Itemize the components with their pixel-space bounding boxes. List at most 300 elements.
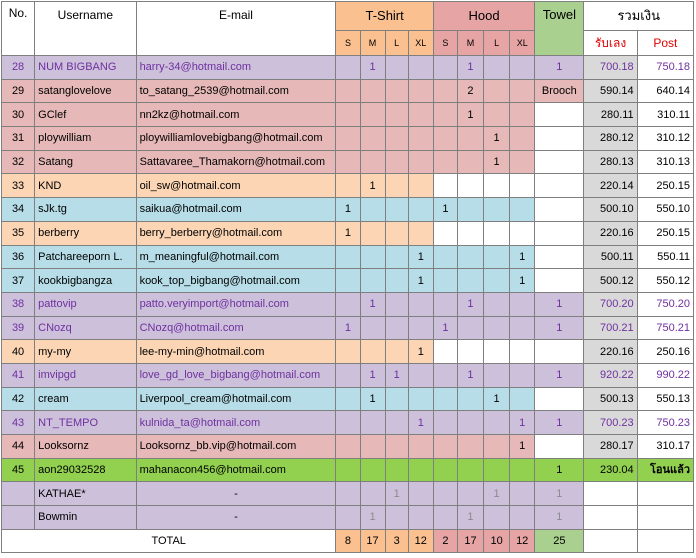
row-towel: Brooch xyxy=(535,79,584,103)
row-no: 35 xyxy=(2,221,35,245)
row-tshirt-qty xyxy=(336,269,360,293)
row-post: 250.15 xyxy=(637,221,693,245)
row-towel xyxy=(535,340,584,364)
row-hood-qty xyxy=(510,316,535,340)
total-tshirt-m: 17 xyxy=(360,529,385,553)
row-hood-qty xyxy=(433,506,457,530)
row-tshirt-qty xyxy=(336,363,360,387)
row-towel xyxy=(535,245,584,269)
row-hood-qty xyxy=(433,150,457,174)
row-received: 590.14 xyxy=(584,79,637,103)
row-username: aon29032528 xyxy=(35,458,136,482)
row-tshirt-qty xyxy=(336,103,360,127)
total-received xyxy=(584,529,637,553)
row-no: 34 xyxy=(2,198,35,222)
row-tshirt-qty xyxy=(408,56,433,80)
row-hood-qty xyxy=(433,340,457,364)
row-email: - xyxy=(136,506,336,530)
row-hood-qty xyxy=(510,482,535,506)
row-received: 220.16 xyxy=(584,221,637,245)
table-row xyxy=(2,245,694,269)
tshirt-size-xl: XL xyxy=(408,31,433,56)
row-tshirt-qty xyxy=(336,482,360,506)
table-row xyxy=(2,363,694,387)
row-received: 500.10 xyxy=(584,198,637,222)
row-username: ploywilliam xyxy=(35,127,136,151)
row-tshirt-qty: 1 xyxy=(336,316,360,340)
row-tshirt-qty xyxy=(385,198,408,222)
total-hood-m: 17 xyxy=(457,529,483,553)
row-tshirt-qty xyxy=(385,435,408,459)
row-towel: 1 xyxy=(535,316,584,340)
row-hood-qty xyxy=(484,411,510,435)
row-hood-qty xyxy=(510,103,535,127)
row-email: berry_berberry@hotmail.com xyxy=(136,221,336,245)
row-received: 700.20 xyxy=(584,292,637,316)
row-hood-qty xyxy=(457,482,483,506)
row-tshirt-qty: 1 xyxy=(408,269,433,293)
row-towel: 1 xyxy=(535,363,584,387)
row-tshirt-qty xyxy=(360,245,385,269)
row-tshirt-qty xyxy=(360,221,385,245)
row-tshirt-qty xyxy=(408,198,433,222)
row-hood-qty xyxy=(433,387,457,411)
row-email: Sattavaree_Thamakorn@hotmail.com xyxy=(136,150,336,174)
row-tshirt-qty xyxy=(408,103,433,127)
row-no: 30 xyxy=(2,103,35,127)
row-hood-qty xyxy=(484,316,510,340)
row-email: mahanacon456@hotmail.com xyxy=(136,458,336,482)
tshirt-size-m: M xyxy=(360,31,385,56)
row-username: kookbigbangza xyxy=(35,269,136,293)
row-received: 500.11 xyxy=(584,245,637,269)
row-post: 750.18 xyxy=(637,56,693,80)
row-tshirt-qty xyxy=(360,316,385,340)
row-hood-qty xyxy=(433,482,457,506)
row-username: GClef xyxy=(35,103,136,127)
table-row xyxy=(2,482,694,506)
row-username: NUM BIGBANG xyxy=(35,56,136,80)
row-tshirt-qty xyxy=(360,198,385,222)
row-received: 500.13 xyxy=(584,387,637,411)
row-hood-qty xyxy=(510,150,535,174)
row-no: 37 xyxy=(2,269,35,293)
row-hood-qty xyxy=(457,435,483,459)
table-row xyxy=(2,269,694,293)
row-email: lee-my-min@hotmail.com xyxy=(136,340,336,364)
row-received: 220.16 xyxy=(584,340,637,364)
table-body xyxy=(2,56,694,530)
row-tshirt-qty xyxy=(385,269,408,293)
row-tshirt-qty: 1 xyxy=(408,411,433,435)
row-email: - xyxy=(136,482,336,506)
row-hood-qty: 1 xyxy=(433,316,457,340)
row-tshirt-qty xyxy=(385,221,408,245)
tshirt-size-s: S xyxy=(336,31,360,56)
row-no: 41 xyxy=(2,363,35,387)
row-tshirt-qty xyxy=(385,458,408,482)
row-no xyxy=(2,482,35,506)
row-post: 550.12 xyxy=(637,269,693,293)
row-towel: 1 xyxy=(535,458,584,482)
row-post: 550.10 xyxy=(637,198,693,222)
row-hood-qty xyxy=(484,340,510,364)
orders-table xyxy=(1,1,694,553)
row-received: 700.18 xyxy=(584,56,637,80)
row-email: ploywilliamlovebigbang@hotmail.com xyxy=(136,127,336,151)
col-towel-header: Towel xyxy=(535,2,584,56)
row-towel xyxy=(535,174,584,198)
row-towel xyxy=(535,150,584,174)
row-hood-qty: 1 xyxy=(457,292,483,316)
row-tshirt-qty xyxy=(336,458,360,482)
col-post-header: Post xyxy=(637,31,693,56)
row-tshirt-qty: 1 xyxy=(360,387,385,411)
row-tshirt-qty xyxy=(408,292,433,316)
row-tshirt-qty xyxy=(408,174,433,198)
row-hood-qty xyxy=(510,363,535,387)
row-tshirt-qty: 1 xyxy=(360,506,385,530)
hood-size-l: L xyxy=(484,31,510,56)
table-row xyxy=(2,411,694,435)
row-email: m_meaningful@hotmail.com xyxy=(136,245,336,269)
row-hood-qty xyxy=(484,56,510,80)
row-tshirt-qty xyxy=(336,127,360,151)
row-tshirt-qty xyxy=(385,245,408,269)
row-username: Looksornz xyxy=(35,435,136,459)
row-towel: 1 xyxy=(535,292,584,316)
row-tshirt-qty xyxy=(336,387,360,411)
row-hood-qty xyxy=(510,127,535,151)
row-username: KND xyxy=(35,174,136,198)
row-tshirt-qty xyxy=(408,506,433,530)
row-tshirt-qty xyxy=(408,150,433,174)
row-username: NT_TEMPO xyxy=(35,411,136,435)
row-tshirt-qty xyxy=(408,79,433,103)
row-hood-qty: 1 xyxy=(484,387,510,411)
col-received-header: รับเลง xyxy=(584,31,637,56)
row-tshirt-qty xyxy=(385,506,408,530)
total-tshirt-s: 8 xyxy=(336,529,360,553)
row-tshirt-qty xyxy=(385,316,408,340)
row-hood-qty xyxy=(457,127,483,151)
row-hood-qty xyxy=(457,340,483,364)
row-tshirt-qty xyxy=(336,292,360,316)
row-tshirt-qty xyxy=(408,458,433,482)
row-hood-qty: 1 xyxy=(510,435,535,459)
hood-size-m: M xyxy=(457,31,483,56)
row-no: 38 xyxy=(2,292,35,316)
row-hood-qty: 1 xyxy=(510,269,535,293)
table-row xyxy=(2,506,694,530)
row-tshirt-qty xyxy=(336,150,360,174)
row-hood-qty xyxy=(433,411,457,435)
col-tshirt-header: T-Shirt xyxy=(336,2,433,31)
total-hood-xl: 12 xyxy=(510,529,535,553)
row-tshirt-qty: 1 xyxy=(408,245,433,269)
row-email: kulnida_ta@hotmail.com xyxy=(136,411,336,435)
row-hood-qty: 1 xyxy=(484,482,510,506)
table-row xyxy=(2,150,694,174)
row-no: 44 xyxy=(2,435,35,459)
row-tshirt-qty xyxy=(385,340,408,364)
row-hood-qty xyxy=(457,316,483,340)
row-towel: 1 xyxy=(535,56,584,80)
row-hood-qty xyxy=(433,245,457,269)
table-row xyxy=(2,387,694,411)
row-towel: 1 xyxy=(535,506,584,530)
row-hood-qty xyxy=(433,292,457,316)
row-hood-qty xyxy=(433,269,457,293)
col-no-header: No. xyxy=(2,2,35,56)
row-no: 28 xyxy=(2,56,35,80)
row-email: CNozq@hotmail.com xyxy=(136,316,336,340)
row-received: 280.12 xyxy=(584,127,637,151)
row-hood-qty xyxy=(484,221,510,245)
row-username: berberry xyxy=(35,221,136,245)
row-hood-qty: 1 xyxy=(484,150,510,174)
tshirt-size-l: L xyxy=(385,31,408,56)
row-hood-qty xyxy=(484,292,510,316)
row-no: 42 xyxy=(2,387,35,411)
row-received xyxy=(584,482,637,506)
row-received: 280.17 xyxy=(584,435,637,459)
row-post: 310.11 xyxy=(637,103,693,127)
row-tshirt-qty xyxy=(336,340,360,364)
row-tshirt-qty xyxy=(385,56,408,80)
row-hood-qty: 1 xyxy=(457,56,483,80)
row-post: 550.11 xyxy=(637,245,693,269)
row-tshirt-qty xyxy=(360,340,385,364)
row-hood-qty xyxy=(510,292,535,316)
row-hood-qty: 1 xyxy=(484,127,510,151)
row-hood-qty xyxy=(484,174,510,198)
row-hood-qty xyxy=(457,150,483,174)
hood-size-s: S xyxy=(433,31,457,56)
row-tshirt-qty xyxy=(385,150,408,174)
row-post: 750.21 xyxy=(637,316,693,340)
row-username: pattovip xyxy=(35,292,136,316)
row-post: 310.12 xyxy=(637,127,693,151)
total-tshirt-xl: 12 xyxy=(408,529,433,553)
row-hood-qty xyxy=(433,103,457,127)
col-total-money-header: รวมเงิน xyxy=(584,2,694,31)
row-no: 29 xyxy=(2,79,35,103)
row-email: Looksornz_bb.vip@hotmail.com xyxy=(136,435,336,459)
row-hood-qty xyxy=(433,56,457,80)
row-email: patto.veryimport@hotmail.com xyxy=(136,292,336,316)
row-no xyxy=(2,506,35,530)
row-email: saikua@hotmail.com xyxy=(136,198,336,222)
row-hood-qty xyxy=(457,174,483,198)
row-username: KATHAE* xyxy=(35,482,136,506)
row-post: 750.23 xyxy=(637,411,693,435)
row-username: sJk.tg xyxy=(35,198,136,222)
row-tshirt-qty xyxy=(360,103,385,127)
row-tshirt-qty xyxy=(336,506,360,530)
total-hood-l: 10 xyxy=(484,529,510,553)
row-tshirt-qty: 1 xyxy=(336,221,360,245)
row-hood-qty xyxy=(484,363,510,387)
total-towel: 25 xyxy=(535,529,584,553)
row-tshirt-qty xyxy=(385,292,408,316)
row-post: 250.16 xyxy=(637,340,693,364)
row-tshirt-qty: 1 xyxy=(408,340,433,364)
row-hood-qty xyxy=(433,363,457,387)
row-hood-qty xyxy=(457,198,483,222)
row-email: oil_sw@hotmail.com xyxy=(136,174,336,198)
row-hood-qty xyxy=(433,221,457,245)
row-received: 220.14 xyxy=(584,174,637,198)
row-no: 43 xyxy=(2,411,35,435)
row-towel xyxy=(535,435,584,459)
row-hood-qty xyxy=(433,458,457,482)
row-received: 280.13 xyxy=(584,150,637,174)
table-row xyxy=(2,458,694,482)
row-received: 500.12 xyxy=(584,269,637,293)
row-hood-qty xyxy=(433,174,457,198)
row-hood-qty xyxy=(433,127,457,151)
row-towel xyxy=(535,103,584,127)
row-tshirt-qty xyxy=(360,150,385,174)
row-hood-qty xyxy=(457,387,483,411)
row-no: 33 xyxy=(2,174,35,198)
row-hood-qty xyxy=(433,435,457,459)
row-received: 280.11 xyxy=(584,103,637,127)
row-tshirt-qty xyxy=(360,482,385,506)
row-hood-qty xyxy=(510,174,535,198)
row-post: 750.20 xyxy=(637,292,693,316)
row-hood-qty: 1 xyxy=(433,198,457,222)
row-post: 250.15 xyxy=(637,174,693,198)
row-username: Patchareeporn L. xyxy=(35,245,136,269)
table-row xyxy=(2,198,694,222)
row-towel xyxy=(535,269,584,293)
row-tshirt-qty xyxy=(385,387,408,411)
row-no: 31 xyxy=(2,127,35,151)
row-hood-qty xyxy=(457,458,483,482)
row-email: harry-34@hotmail.com xyxy=(136,56,336,80)
row-email: to_satang_2539@hotmail.com xyxy=(136,79,336,103)
row-towel xyxy=(535,221,584,245)
row-tshirt-qty xyxy=(360,411,385,435)
row-hood-qty xyxy=(484,103,510,127)
row-post: โอนแล้ว xyxy=(637,458,693,482)
total-label: TOTAL xyxy=(2,529,336,553)
total-post xyxy=(637,529,693,553)
row-hood-qty xyxy=(510,221,535,245)
row-username: cream xyxy=(35,387,136,411)
row-tshirt-qty xyxy=(336,174,360,198)
row-email: nn2kz@hotmail.com xyxy=(136,103,336,127)
row-hood-qty xyxy=(484,435,510,459)
row-hood-qty: 1 xyxy=(457,506,483,530)
row-hood-qty xyxy=(457,245,483,269)
table-row xyxy=(2,340,694,364)
row-hood-qty xyxy=(457,269,483,293)
row-tshirt-qty xyxy=(408,482,433,506)
row-hood-qty xyxy=(484,269,510,293)
row-email: Liverpool_cream@hotmail.com xyxy=(136,387,336,411)
row-hood-qty: 2 xyxy=(457,79,483,103)
row-towel: 1 xyxy=(535,482,584,506)
hood-size-xl: XL xyxy=(510,31,535,56)
row-tshirt-qty xyxy=(336,411,360,435)
row-tshirt-qty xyxy=(360,269,385,293)
row-tshirt-qty: 1 xyxy=(360,174,385,198)
row-hood-qty xyxy=(510,340,535,364)
row-towel xyxy=(535,387,584,411)
table-row xyxy=(2,103,694,127)
row-username: my-my xyxy=(35,340,136,364)
row-no: 32 xyxy=(2,150,35,174)
row-post: 310.13 xyxy=(637,150,693,174)
row-tshirt-qty xyxy=(336,56,360,80)
row-tshirt-qty: 1 xyxy=(385,363,408,387)
row-tshirt-qty xyxy=(360,435,385,459)
row-hood-qty xyxy=(484,458,510,482)
row-hood-qty: 1 xyxy=(510,411,535,435)
row-post: 990.22 xyxy=(637,363,693,387)
row-tshirt-qty: 1 xyxy=(360,56,385,80)
row-hood-qty xyxy=(433,79,457,103)
row-received: 920.22 xyxy=(584,363,637,387)
row-hood-qty xyxy=(484,506,510,530)
row-hood-qty xyxy=(484,245,510,269)
col-username-header: Username xyxy=(35,2,136,56)
row-received xyxy=(584,506,637,530)
row-no: 39 xyxy=(2,316,35,340)
row-tshirt-qty: 1 xyxy=(360,292,385,316)
row-username: Bowmin xyxy=(35,506,136,530)
total-tshirt-l: 3 xyxy=(385,529,408,553)
row-username: CNozq xyxy=(35,316,136,340)
col-email-header: E-mail xyxy=(136,2,336,56)
row-post xyxy=(637,482,693,506)
row-received: 700.23 xyxy=(584,411,637,435)
row-tshirt-qty xyxy=(408,127,433,151)
row-received: 700.21 xyxy=(584,316,637,340)
row-hood-qty xyxy=(510,56,535,80)
table-row xyxy=(2,56,694,80)
row-tshirt-qty xyxy=(385,411,408,435)
row-hood-qty xyxy=(510,387,535,411)
row-tshirt-qty xyxy=(408,363,433,387)
row-username: satanglovelove xyxy=(35,79,136,103)
col-hood-header: Hood xyxy=(433,2,534,31)
row-tshirt-qty xyxy=(385,79,408,103)
table-row xyxy=(2,316,694,340)
row-tshirt-qty: 1 xyxy=(336,198,360,222)
table-row xyxy=(2,127,694,151)
row-towel xyxy=(535,127,584,151)
row-tshirt-qty xyxy=(360,79,385,103)
row-tshirt-qty xyxy=(408,316,433,340)
row-tshirt-qty xyxy=(385,127,408,151)
row-hood-qty: 1 xyxy=(510,245,535,269)
row-hood-qty: 1 xyxy=(457,103,483,127)
row-email: kook_top_bigbang@hotmail.com xyxy=(136,269,336,293)
row-tshirt-qty xyxy=(336,79,360,103)
row-hood-qty xyxy=(510,506,535,530)
table-row xyxy=(2,435,694,459)
row-hood-qty xyxy=(457,221,483,245)
row-tshirt-qty xyxy=(385,103,408,127)
table-row xyxy=(2,292,694,316)
row-tshirt-qty xyxy=(408,387,433,411)
row-username: imvipgd xyxy=(35,363,136,387)
row-hood-qty xyxy=(510,198,535,222)
